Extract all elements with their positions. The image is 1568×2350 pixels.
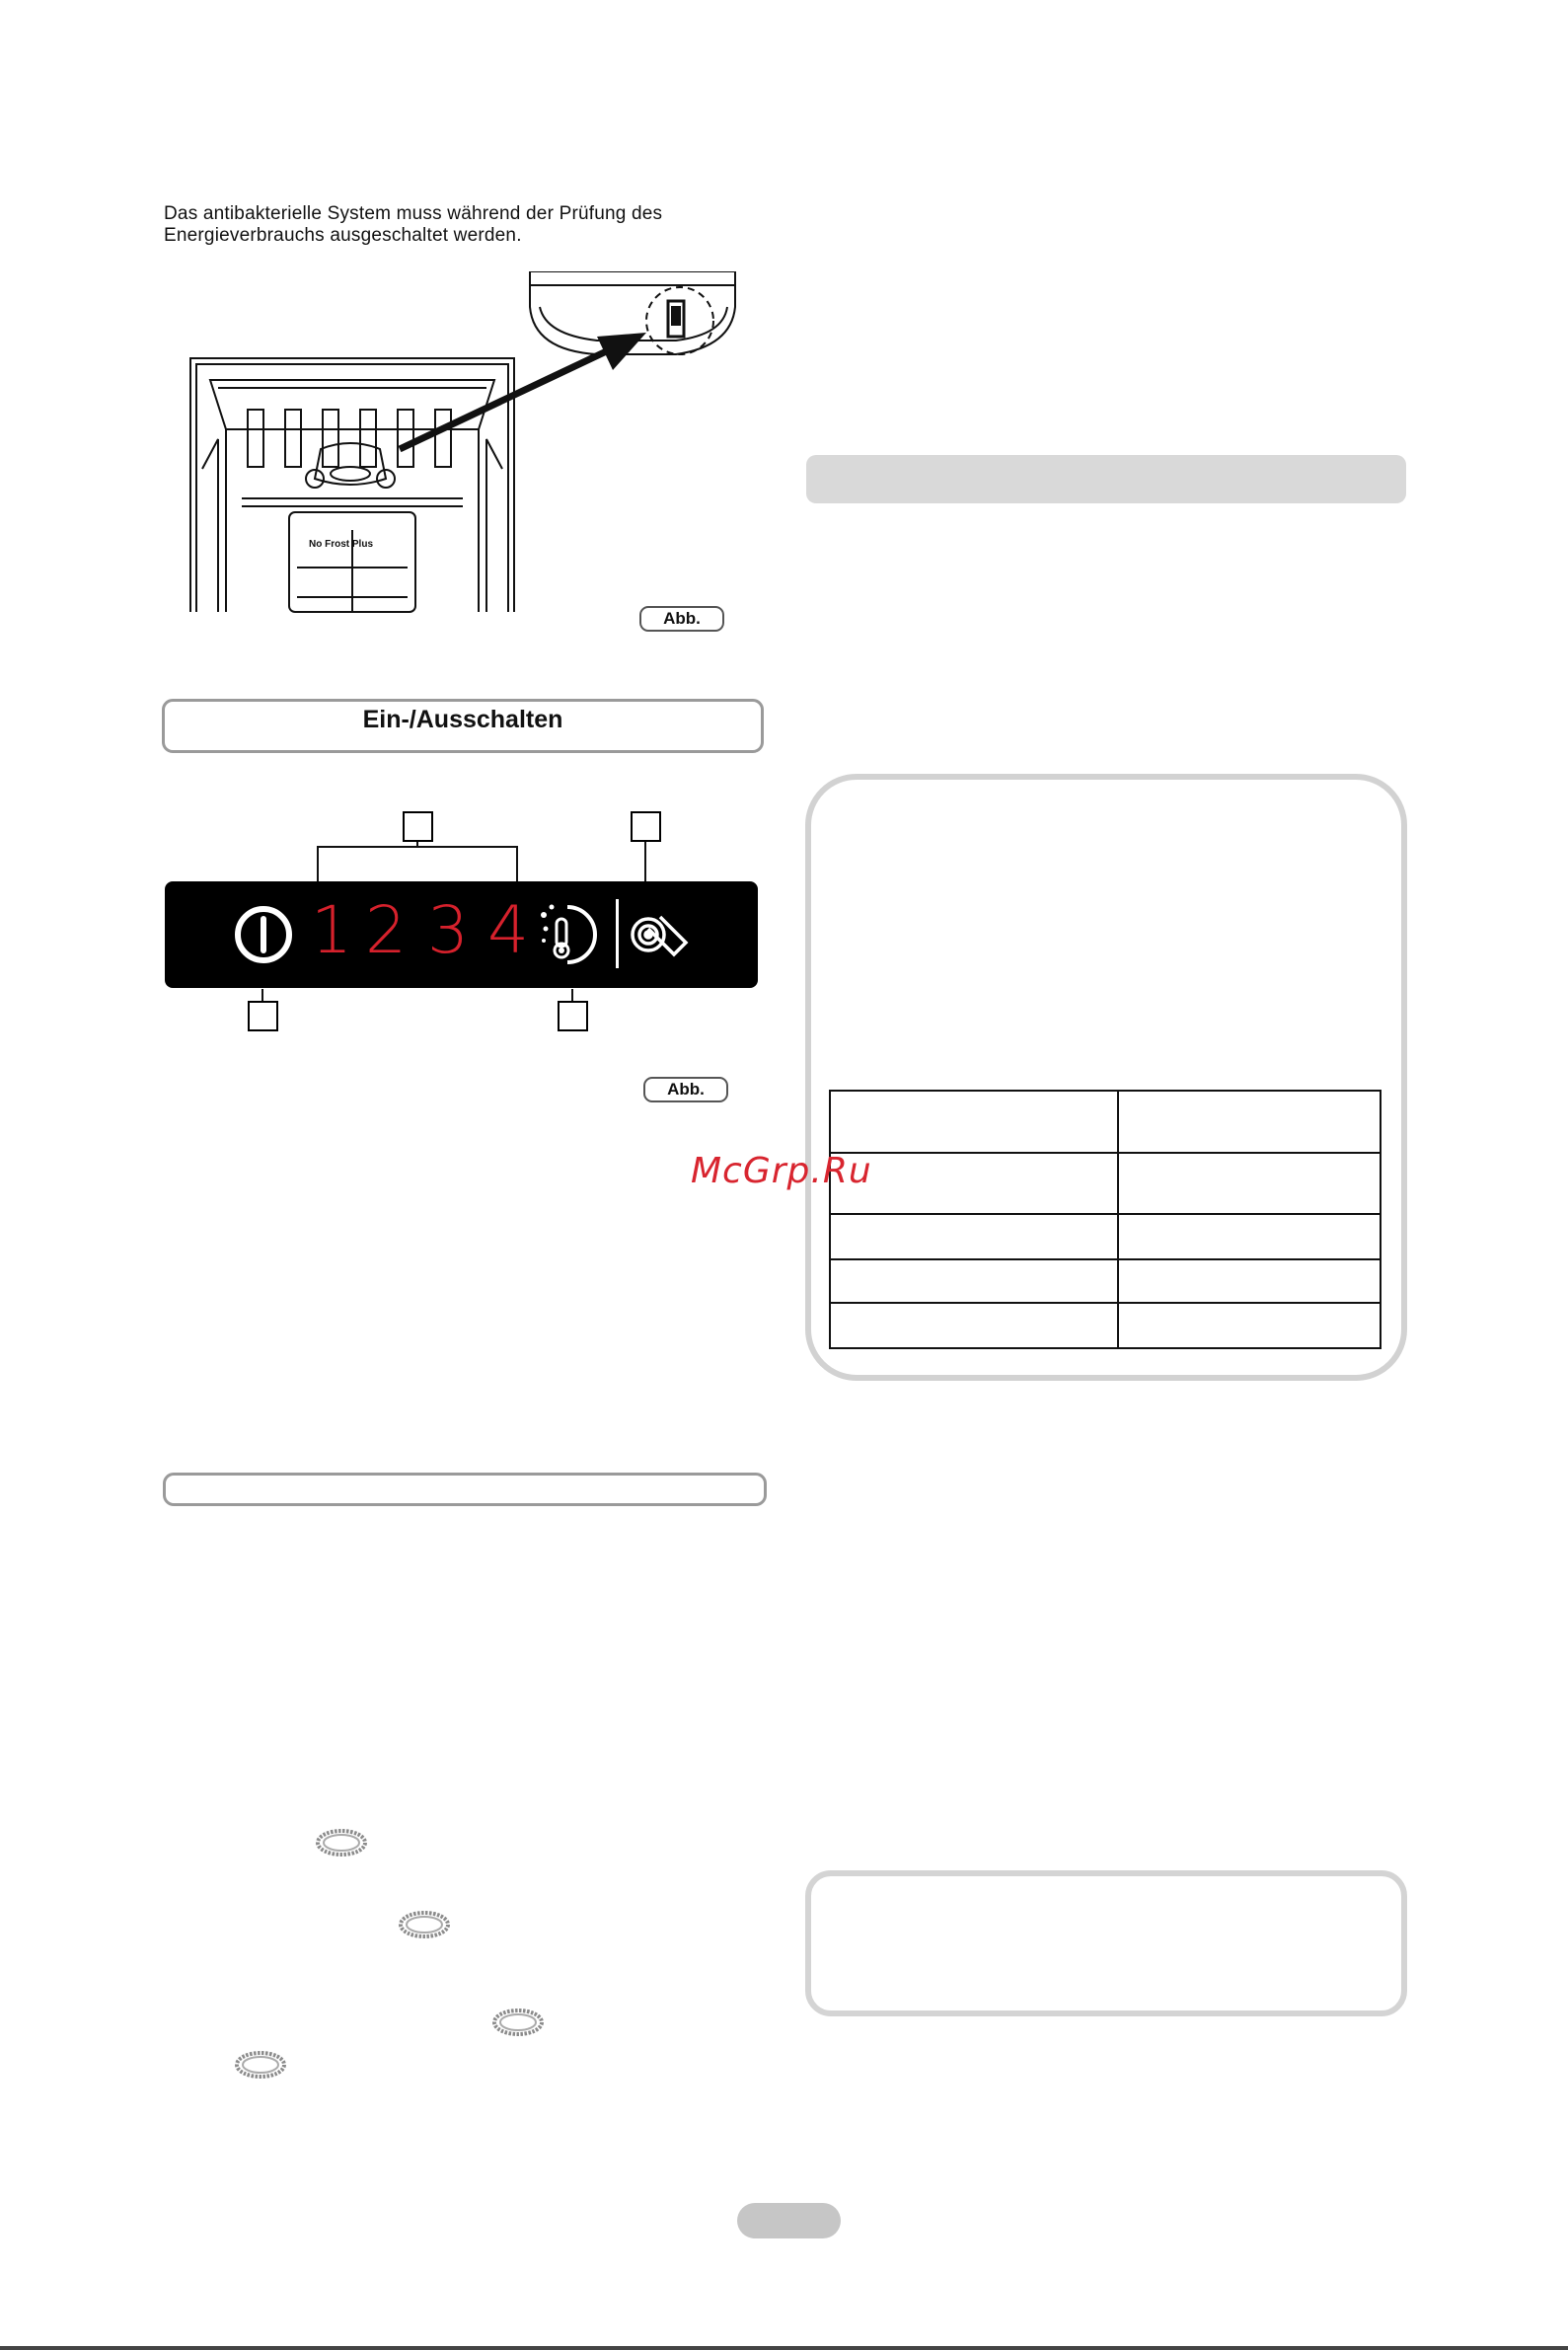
table-row: [830, 1303, 1381, 1348]
level-digit-1[interactable]: 1: [311, 892, 352, 968]
table-cell: [1118, 1153, 1381, 1214]
spec-table: [829, 1090, 1381, 1349]
figure1-abb-label: Abb.: [639, 606, 724, 632]
table-cell: [1118, 1214, 1381, 1259]
page-number-pill: [737, 2203, 841, 2238]
table-row: [830, 1214, 1381, 1259]
bottom-rule: [0, 2346, 1568, 2350]
callout-box-digits: [403, 811, 433, 842]
gear-icon-3: [490, 2008, 546, 2037]
callout-box-power: [248, 1001, 278, 1031]
antibacterial-icon[interactable]: [629, 905, 694, 964]
table-cell: [830, 1153, 1118, 1214]
table-cell: [1118, 1303, 1381, 1348]
section-header-empty: [163, 1473, 767, 1506]
section-onoff-title: Ein-/Ausschalten: [362, 706, 563, 733]
level-digit-3[interactable]: 3: [427, 892, 469, 968]
figure2-abb-label: Abb.: [643, 1077, 728, 1102]
table-cell: [1118, 1259, 1381, 1303]
no-frost-plus-label: No Frost Plus: [309, 539, 374, 550]
note-box: [805, 1870, 1407, 2016]
callout-box-temperature: [558, 1001, 588, 1031]
power-icon[interactable]: [232, 903, 295, 966]
table-cell: [830, 1303, 1118, 1348]
watermark-text: McGrp.Ru: [691, 1151, 872, 1191]
table-row: [830, 1153, 1381, 1214]
callout-box-antibacterial: [631, 811, 661, 842]
thermometer-icon[interactable]: [538, 899, 607, 970]
level-digit-4[interactable]: 4: [487, 892, 529, 968]
gear-icon-4: [233, 2050, 288, 2080]
section-header-gray-bar: [806, 455, 1406, 503]
section-onoff-header: [162, 699, 764, 753]
level-digit-2[interactable]: 2: [365, 892, 407, 968]
gear-icon-1: [314, 1828, 369, 1857]
table-row: [830, 1091, 1381, 1153]
table-cell: [830, 1259, 1118, 1303]
fridge-illustration: [183, 271, 755, 617]
control-panel: [165, 881, 758, 988]
table-row: [830, 1259, 1381, 1303]
intro-line-1: Das antibakterielle System muss während der Prüfung des: [164, 203, 663, 224]
panel-divider: [616, 899, 619, 968]
gear-icon-2: [397, 1910, 452, 1939]
table-cell: [830, 1091, 1118, 1153]
intro-paragraph: [164, 203, 734, 247]
intro-line-2: Energieverbrauchs ausgeschaltet werden.: [164, 225, 522, 246]
table-cell: [1118, 1091, 1381, 1153]
table-cell: [830, 1214, 1118, 1259]
